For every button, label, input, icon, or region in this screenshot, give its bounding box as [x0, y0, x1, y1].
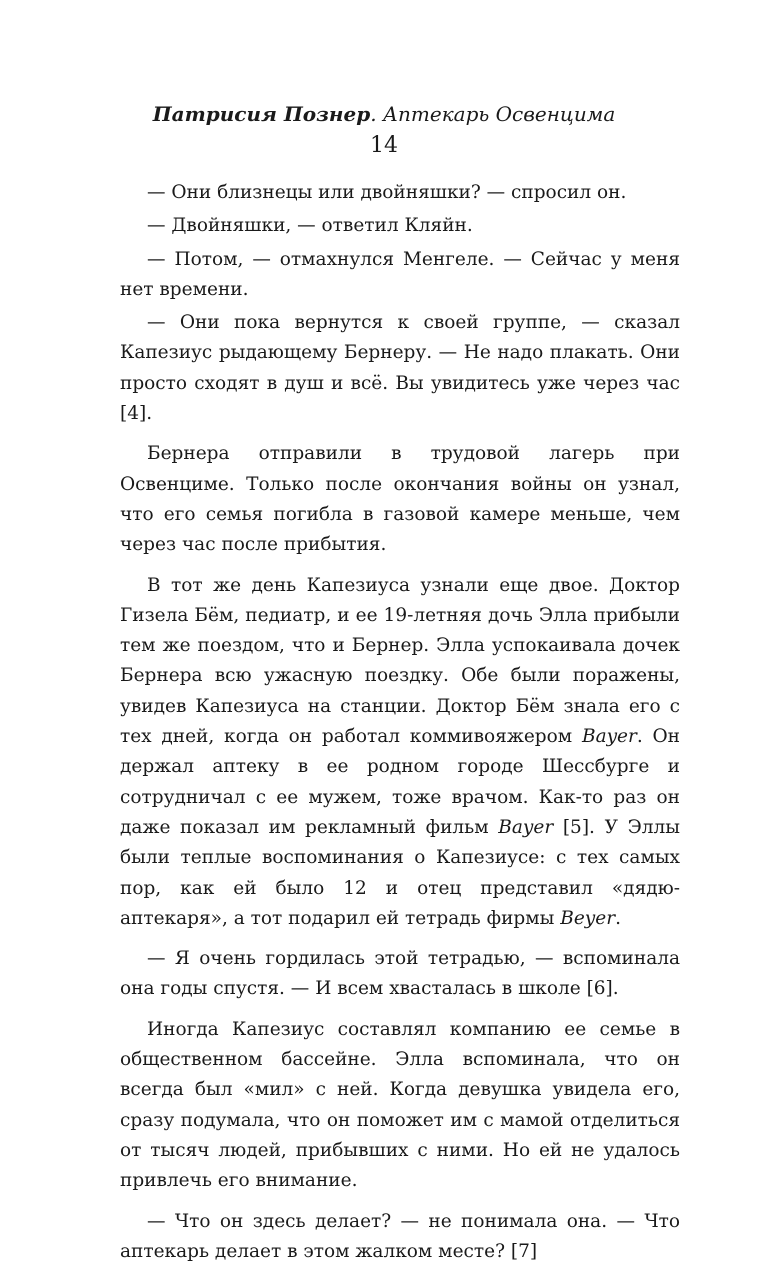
paragraph-1: — Они близнецы или двойняшки? — спросил он.	[147, 182, 627, 203]
paragraph-6	[120, 571, 680, 935]
brand-name-bayer: Bayer	[581, 726, 637, 748]
paragraph-6-part-1: В тот же день Капезиуса узнали еще двое. Доктор Гизела Бём, педиатр, и ее 19-летняя дочь Элла прибыли тем же поездом, что и Бернер. Элла успокаивала дочек Бернера всю ужасную поездку. Обе были поражены, увидев Капезиуса на станции. Доктор Бём знала его с тех дней, когда он работал коммивояжером	[120, 574, 680, 748]
paragraph-5: Бернера отправили в трудовой лагерь при Освенциме. Только после окончания войны он узнал, что его семья погибла в газовой камере меньше, чем через час после прибытия.	[120, 443, 680, 556]
running-header	[0, 100, 768, 128]
brand-name-bayer: Bayer	[498, 816, 554, 838]
paragraph-8: Иногда Капезиус составлял компанию ее семье в общественном бассейне. Элла вспоминала, что он всегда был «мил» с ней. Когда девушка увидела его, сразу подумала, что он поможет им с мамой отделиться от тысяч людей, прибывших с ними. Но ей не удалось привлечь его внимание.	[120, 1018, 680, 1192]
body-text	[120, 178, 680, 1270]
header-author: Патрисия Познер	[152, 102, 371, 126]
paragraph-6-part-4: .	[615, 907, 621, 929]
header-separator: .	[370, 102, 383, 126]
paragraph-6-part-2: . Он держал аптеку в ее родном городе Шессбурге и сотрудничал с ее мужем, тоже врачом. Как-то раз он даже показал им рекламный фильм	[120, 726, 680, 838]
header-book-title: Аптекарь Освенцима	[382, 102, 616, 126]
paragraph-7: — Я очень гордилась этой тетрадью, — вспоминала она годы спустя. — И всем хвасталась в школе [6].	[120, 948, 680, 1000]
paragraph-9: — Что он здесь делает? — не понимала она. — Что аптекарь делает в этом жалком месте? [7]	[120, 1210, 680, 1262]
paragraph-6-part-3: [5]. У Эллы были теплые воспоминания о Капезиусе: с тех самых пор, как ей было 12 и отец представил «дядю-аптекаря», а тот подарил ей тетрадь фирмы	[120, 816, 680, 929]
brand-name-beyer: Beyer	[560, 907, 616, 929]
paragraph-3: — Потом, — отмахнулся Менгеле. — Сейчас у меня нет времени.	[120, 248, 680, 300]
page-number: 14	[370, 133, 398, 158]
paragraph-4: — Они пока вернутся к своей группе, — сказал Капезиус рыдающему Бернеру. — Не надо плакать. Они просто сходят в душ и всё. Вы увидитесь уже через час [4].	[120, 312, 680, 425]
paragraph-2: — Двойняшки, — ответил Кляйн.	[147, 215, 473, 237]
